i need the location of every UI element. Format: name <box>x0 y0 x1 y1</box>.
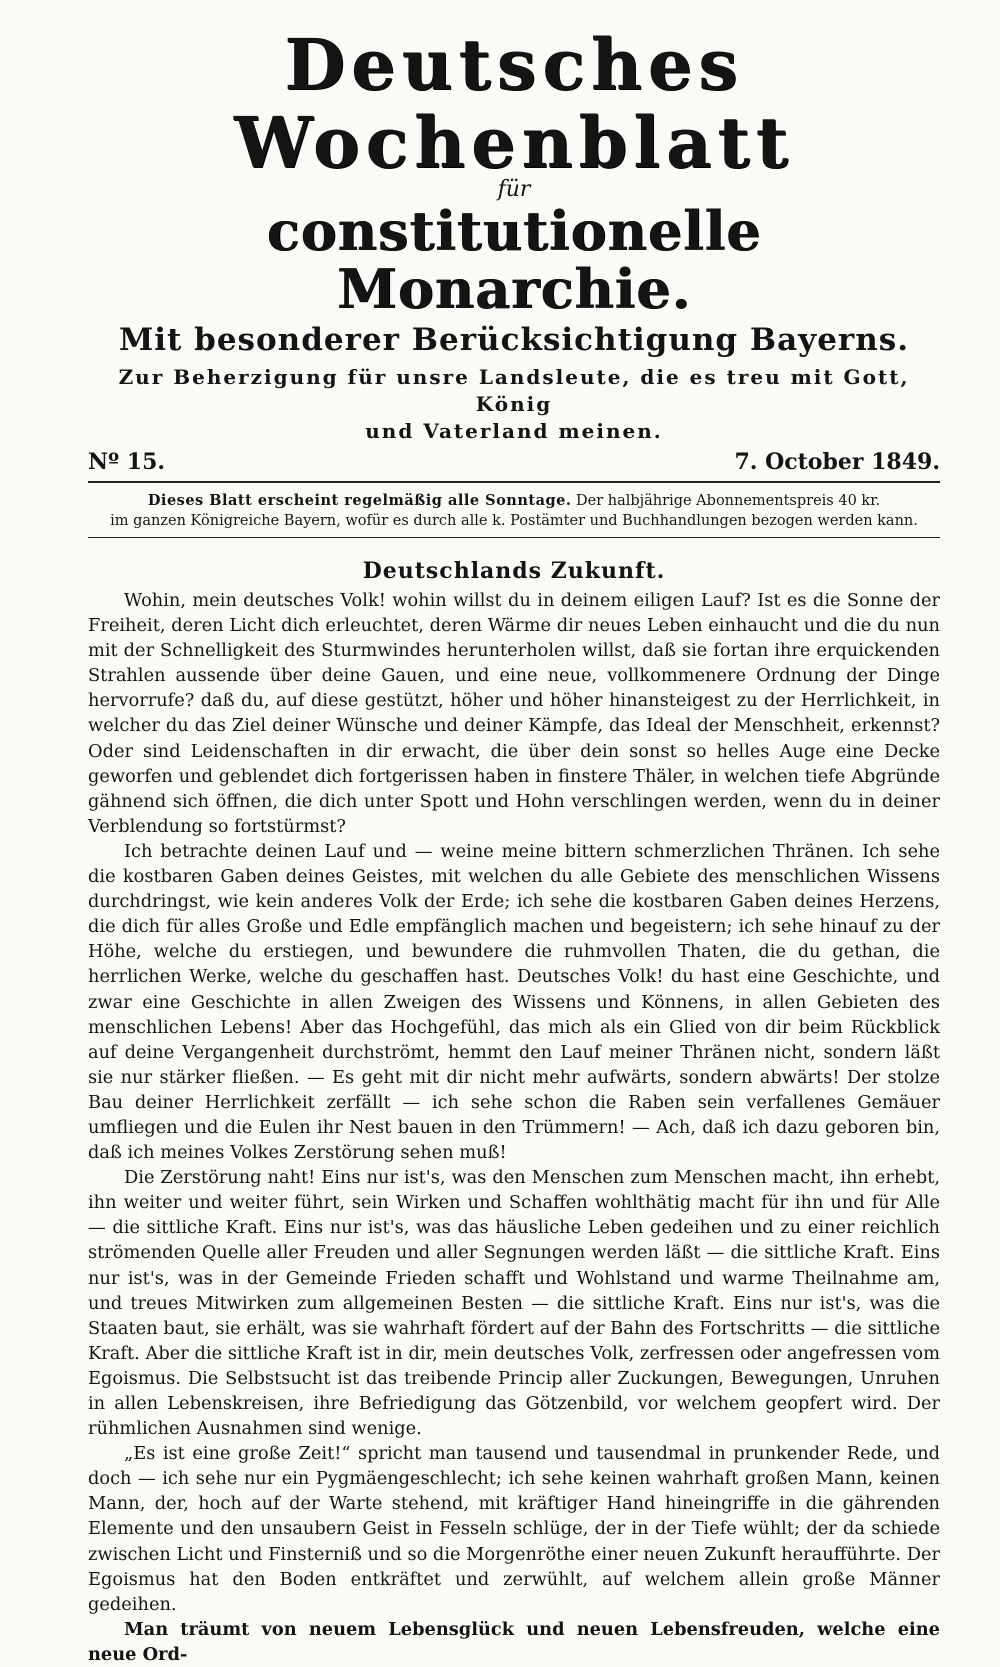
newspaper-subtitle: Mit besonderer Berücksichtigung Bayerns. <box>118 322 910 358</box>
article-paragraph: Ich betrachte deinen Lauf und — weine meine bittern schmerzlichen Thränen. Ich sehe die kostbaren Gaben deines Geistes, mit welchen du alle Gebiete des menschlichen Wissens durchdringst, wie kein anderes Volk der Erde; ich sehe die kostbaren Gaben deines Herzens, die dich für alles Große und Edle empfänglich machen und begeistern; ich sehe hinauf zu der Höhe, welche du erstiegen, und bewundere die ruhmvollen Thaten, die du gethan, die herrlichen Werke, welche du geschaffen hast. Deutsches Volk! du hast eine Geschichte, und zwar eine Geschichte in allen Zweigen des Wissens und Könnens, in allen Gebieten des menschlichen Lebens! Aber das Hochgefühl, das mich als ein Glied von dir beim Rückblick auf deine Vergangenheit durchströmt, hemmt den Lauf meiner Thränen nicht, sondern läßt sie nur stärker fließen. — Es geht mit dir nicht mehr aufwärts, sondern abwärts! Der stolze Bau deiner Herrlichkeit zerfällt — ich sehe schon die Raben sein verfallenes Gemäuer umfliegen und die Eulen ihr Nest bauen in den Trümmern! — Ach, daß ich dazu geboren bin, daß ich meines Volkes Zerstörung sehen muß! <box>88 840 940 1164</box>
article-paragraph: Wohin, mein deutsches Volk! wohin willst du in deinem eiligen Lauf? Ist es die Sonne der Freiheit, deren Licht dich erleuchtet, deren Wärme dir neues Leben einhaucht und die du nun mit der Schnelligkeit des Sturmwindes herunterholen willst, daß sie fortan ihre erquickenden Strahlen aussende über deine Gauen, und eine neue, vollkommenere Ordnung der Dinge hervorrufe? daß du, auf diese gestützt, höher und höher hinansteigest zu der Herrlichkeit, in welcher du das Ziel deiner Wünsche und deiner Kämpfe, das Ideal der Menschheit, erkennst? Oder sind Leidenschaften in dir erwacht, die über dein sonst so helles Auge eine Decke geworfen und geblendet dich fortgerissen haben in finstere Thäler, in welchen tiefe Abgründe gähnend sich öffnen, die dich unter Spott und Hohn verschlingen werden, wenn du in deiner Verblendung so fortstürmst? <box>88 590 940 837</box>
article-paragraph: „Es ist eine große Zeit!“ spricht man tausend und tausendmal in prunkender Rede, und doch — ich sehe nur ein Pygmäengeschlecht; ich sehe keinen wahrhaft großen Mann, keinen Mann, der, hoch auf der Warte stehend, mit kräftiger Hand hineingriffe in die gährenden Elemente und den unsaubern Geist in Fesseln schlüge, der in der Tiefe wühlt; der da schiede zwischen Licht und Finsterniß und so die Morgenröthe einer neuen Zukunft heraufführte. Der Egoismus hat den Boden entkräftet und zerwühlt, auf welchem allein große Männer gedeihen. <box>88 1443 940 1615</box>
bottom-rule <box>88 537 940 538</box>
newspaper-motto-line-2: und Vaterland meinen. <box>365 419 663 443</box>
article <box>88 558 940 1667</box>
newspaper-title: Deutsches Wochenblatt <box>233 23 795 184</box>
title-connector: für <box>497 177 531 202</box>
masthead <box>88 23 940 445</box>
notice-bold: Dieses Blatt erscheint regelmäßig alle Sonntage. <box>147 492 572 509</box>
notice-distribution: im ganzen Königreiche Bayern, wofür es durch alle k. Postämter und Buchhandlungen bezogen werden kann. <box>110 513 918 529</box>
article-paragraph: Die Zerstörung naht! Eins nur ist's, was den Menschen zum Menschen macht, ihn erhebt, ihn weiter und weiter führt, sein Wirken und Schaffen wohlthätig macht für ihn und für Alle — die sittliche Kraft. Eins nur ist's, was das häusliche Leben gedeihen und zu einer reichlich strömenden Quelle aller Freuden und aller Segnungen werden läßt — die sittliche Kraft. Eins nur ist's, was in der Gemeinde Frieden schafft und Wohlstand und warme Theilnahme am, und treues Mitwirken zum allgemeinen Besten — die sittliche Kraft. Eins nur ist's, was die Staaten baut, sie erhält, was sie wahrhaft fördert auf der Bahn des Fortschritts — die sittliche Kraft. Aber die sittliche Kraft ist in dir, mein deutsches Volk, zerfressen oder angefressen vom Egoismus. Die Selbstsucht ist das treibende Princip aller Zuckungen, Bewegungen, Unruhen in allen Lebenskreisen, ihre Befriedigung das Götzenbild, vor welchem geopfert wird. Der rühmlichen Ausnahmen sind wenige. <box>88 1167 940 1440</box>
notice-price: Der halbjährige Abonnementspreis 40 kr. <box>576 493 881 509</box>
issue-date: 7. October 1849. <box>734 449 940 475</box>
newspaper-title-second-line: constitutionelle Monarchie. <box>266 199 762 321</box>
issue-line <box>88 449 940 475</box>
newspaper-motto-line-1: Zur Beherzigung für unsre Landsleute, die es treu mit Gott, König <box>118 365 910 416</box>
issue-number: Nº 15. <box>88 449 166 475</box>
article-paragraph: Man träumt von neuem Lebensglück und neuen Lebensfreuden, welche eine neue Ord- <box>88 1618 940 1665</box>
article-title: Deutschlands Zukunft. <box>362 558 666 584</box>
subscription-notice <box>88 483 940 537</box>
